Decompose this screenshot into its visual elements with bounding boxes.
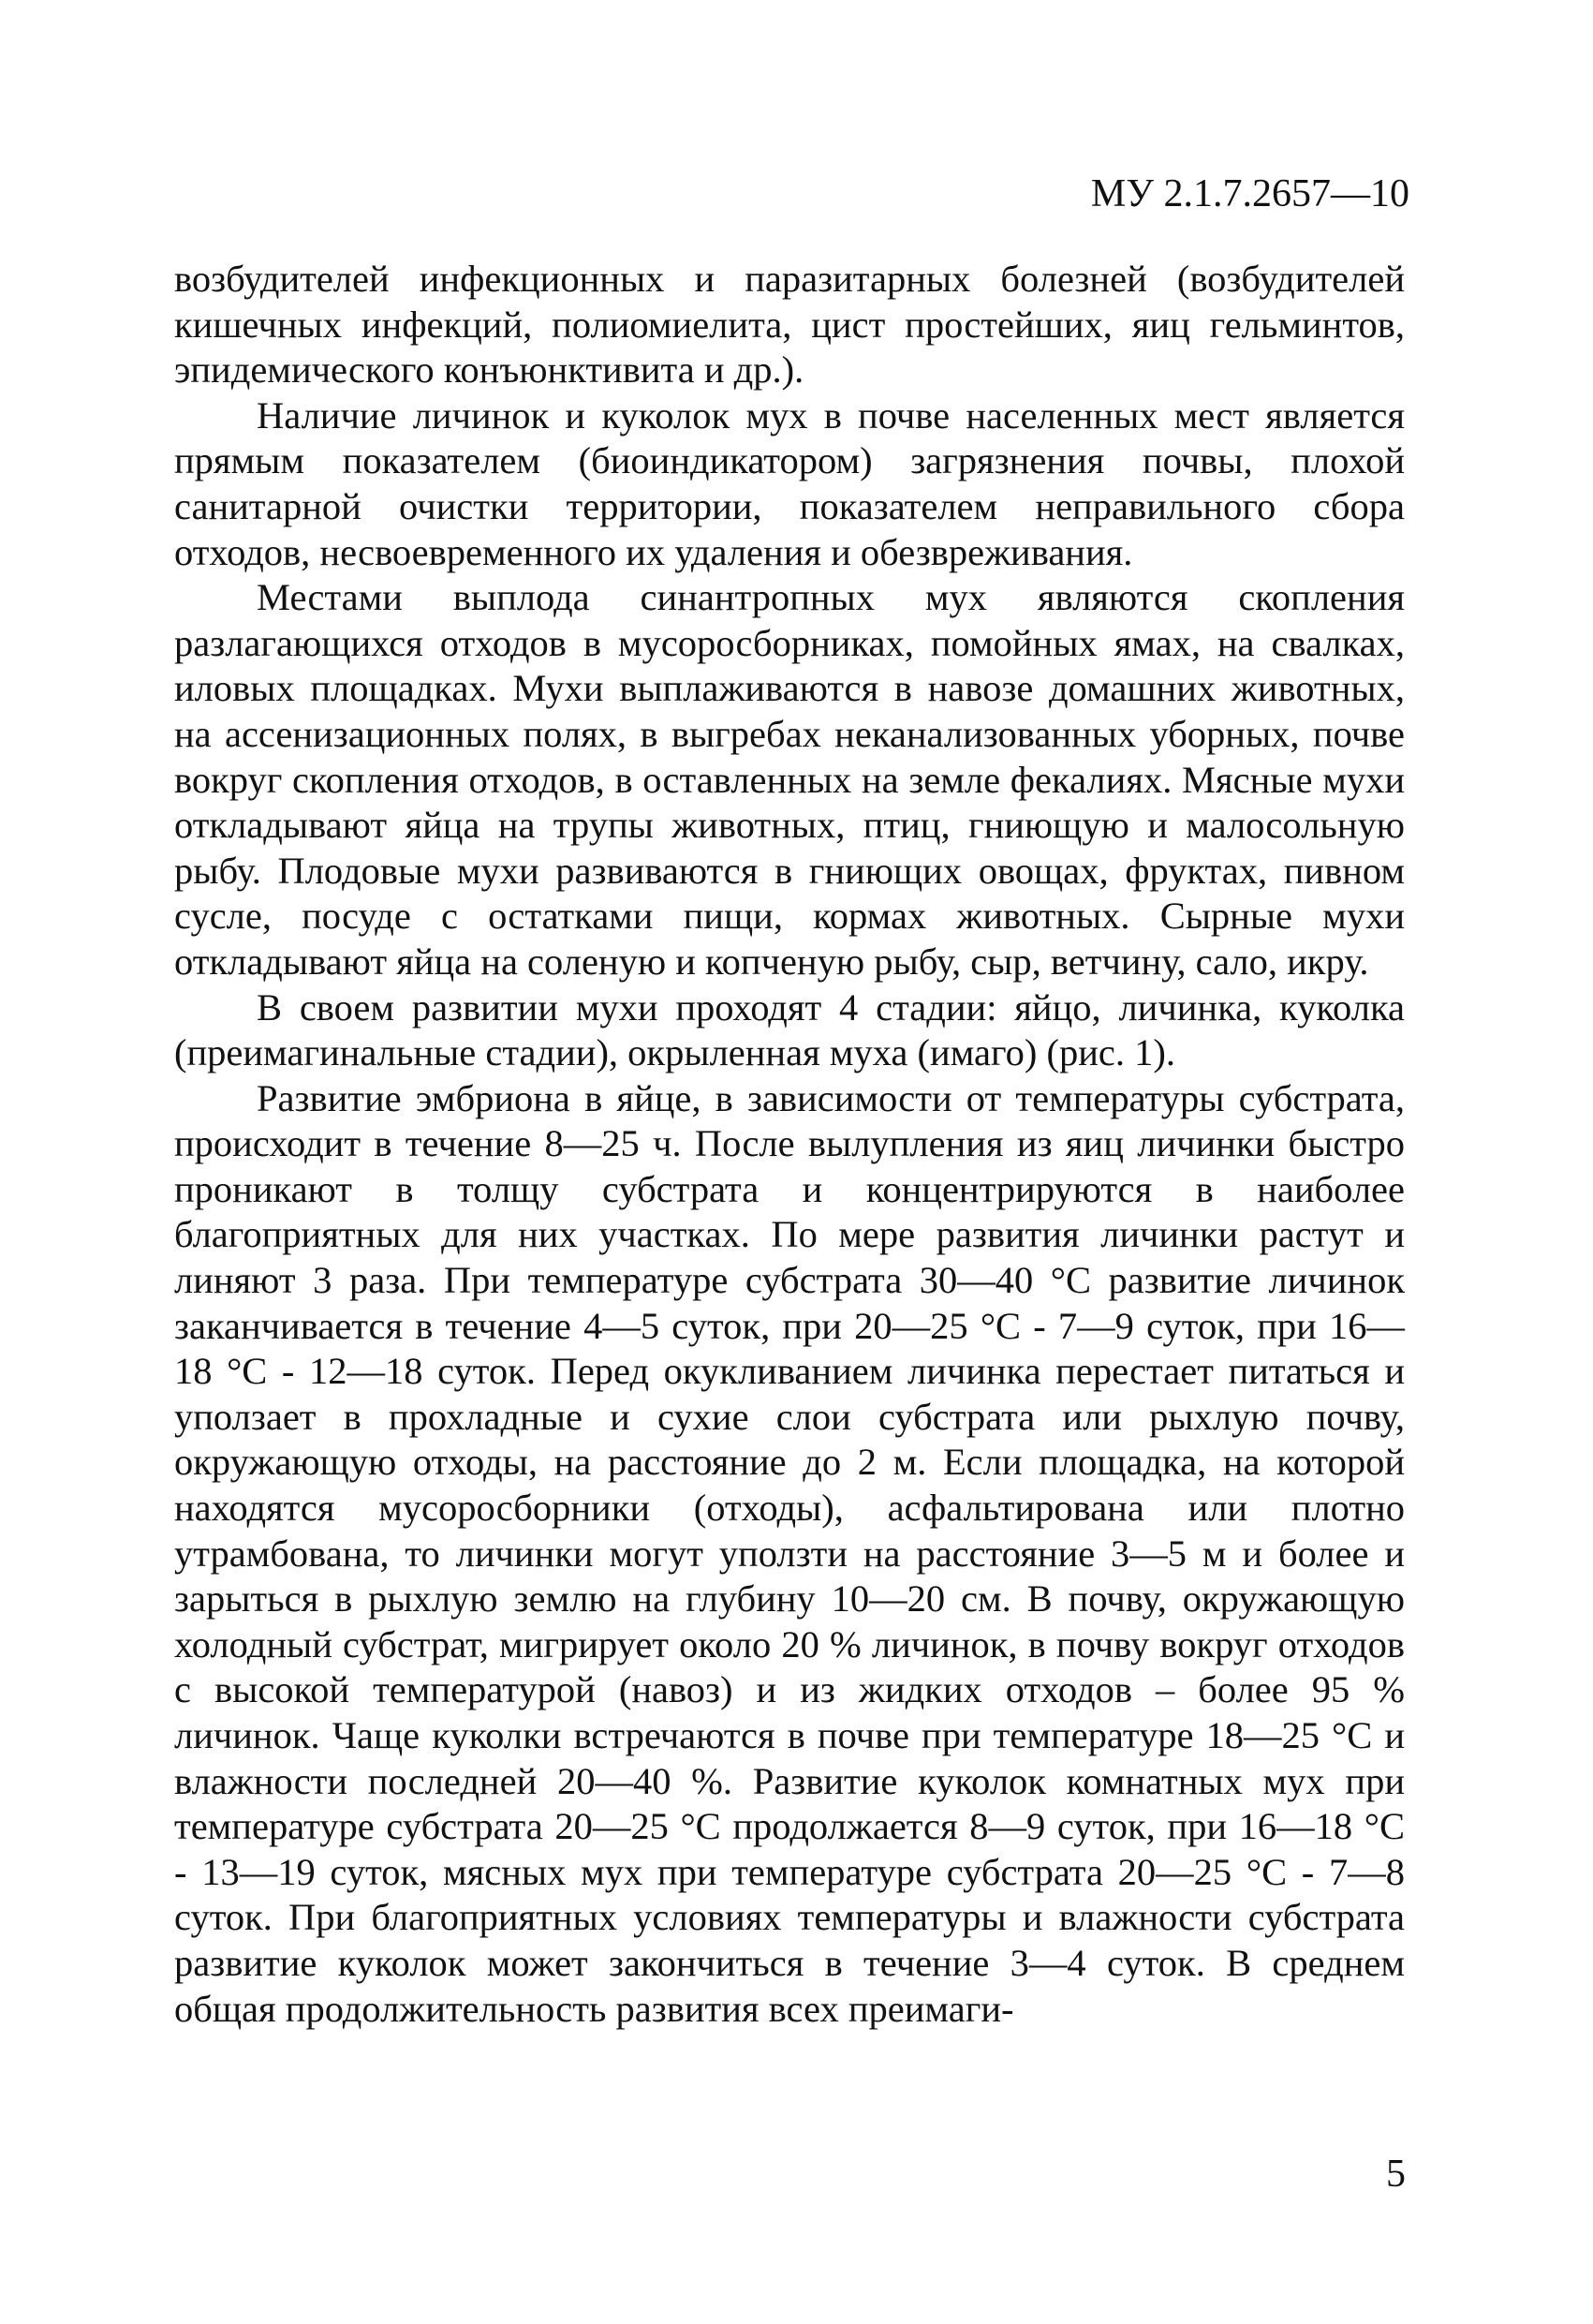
paragraph-embryo-development: Развитие эмбриона в яйце, в зависимости от температуры субстрата, происходит в течение 8—25 ч. После вылупления из яиц личинки быстро проникают в толщу субстрата и концентрируются в наиболее благоприятных для них участках. По мере развития личинки растут и линяют 3 раза. При температуре субстрата 30—40 °С развитие личинок заканчивается в течение 4—5 суток, при 20—25 °С - 7—9 суток, при 16—18 °С - 12—18 суток. Перед окукливанием личинка перестает питаться и уползает в прохладные и сухие слои субстрата или рыхлую почву, окружающую отходы, на расстояние до 2 м. Если площадка, на которой находятся мусоросборники (отходы), асфальтирована или плотно утрамбована, то личинки могут уползти на расстояние 3—5 м и более и зарыться в рыхлую землю на глубину 10—20 см. В почву, окружающую холодный субстрат, мигрирует около 20 % личинок, в почву вокруг отходов с высокой температурой (навоз) и из жидких отходов – более 95 % личинок. Чаще куколки встречаются в почве при температуре 18—25 °С и влажности последней 20—40 %. Развитие куколок комнатных мух при температуре субстрата 20—25 °С продолжается 8—9 суток, при 16—18 °С - 13—19 суток, мясных мух при температуре субстрата 20—25 °С - 7—8 суток. При благоприятных условиях температуры и влажности субстрата развитие куколок может закончиться в течение 3—4 суток. В среднем общая продолжительность развития всех преимаги- <box>174 1076 1405 2030</box>
body-text <box>174 257 1405 2032</box>
paragraph-breeding-sites: Местами выплода синантропных мух являются скопления разлагающихся отходов в мусоросборниках, помойных ямах, на свалках, иловых площадках. Мухи выплаживаются в навозе домашних животных, на ассенизационных полях, в выгребах неканализованных уборных, почве вокруг скопления отходов, в оставленных на земле фекалиях. Мясные мухи откладывают яйца на трупы животных, птиц, гниющую и малосольную рыбу. Плодовые мухи развиваются в гниющих овощах, фруктах, пивном сусле, посуде с остатками пищи, кормах животных. Сырные мухи откладывают яйца на соленую и копченую рыбу, сыр, ветчину, сало, икру. <box>174 576 1405 983</box>
paragraph-larvae-indicator: Наличие личинок и куколок мух в почве населенных мест является прямым показателем (биоиндикатором) загрязнения почвы, плохой санитарной очистки территории, показателем неправильного сбора отходов, несвоевременного их удаления и обезвреживания. <box>174 393 1405 573</box>
document-code-header: МУ 2.1.7.2657—10 <box>1090 172 1409 215</box>
page-number: 5 <box>1386 2153 1406 2196</box>
paragraph-development-stages: В своем развитии мухи проходят 4 стадии: яйцо, личинка, куколка (преимагинальные стадии), окрыленная муха (имаго) (рис. 1). <box>174 985 1405 1074</box>
paragraph-continuation: возбудителей инфекционных и паразитарных болезней (возбудителей кишечных инфекций, полиомиелита, цист простейших, яиц гельминтов, эпидемического конъюнктивита и др.). <box>174 258 1405 392</box>
